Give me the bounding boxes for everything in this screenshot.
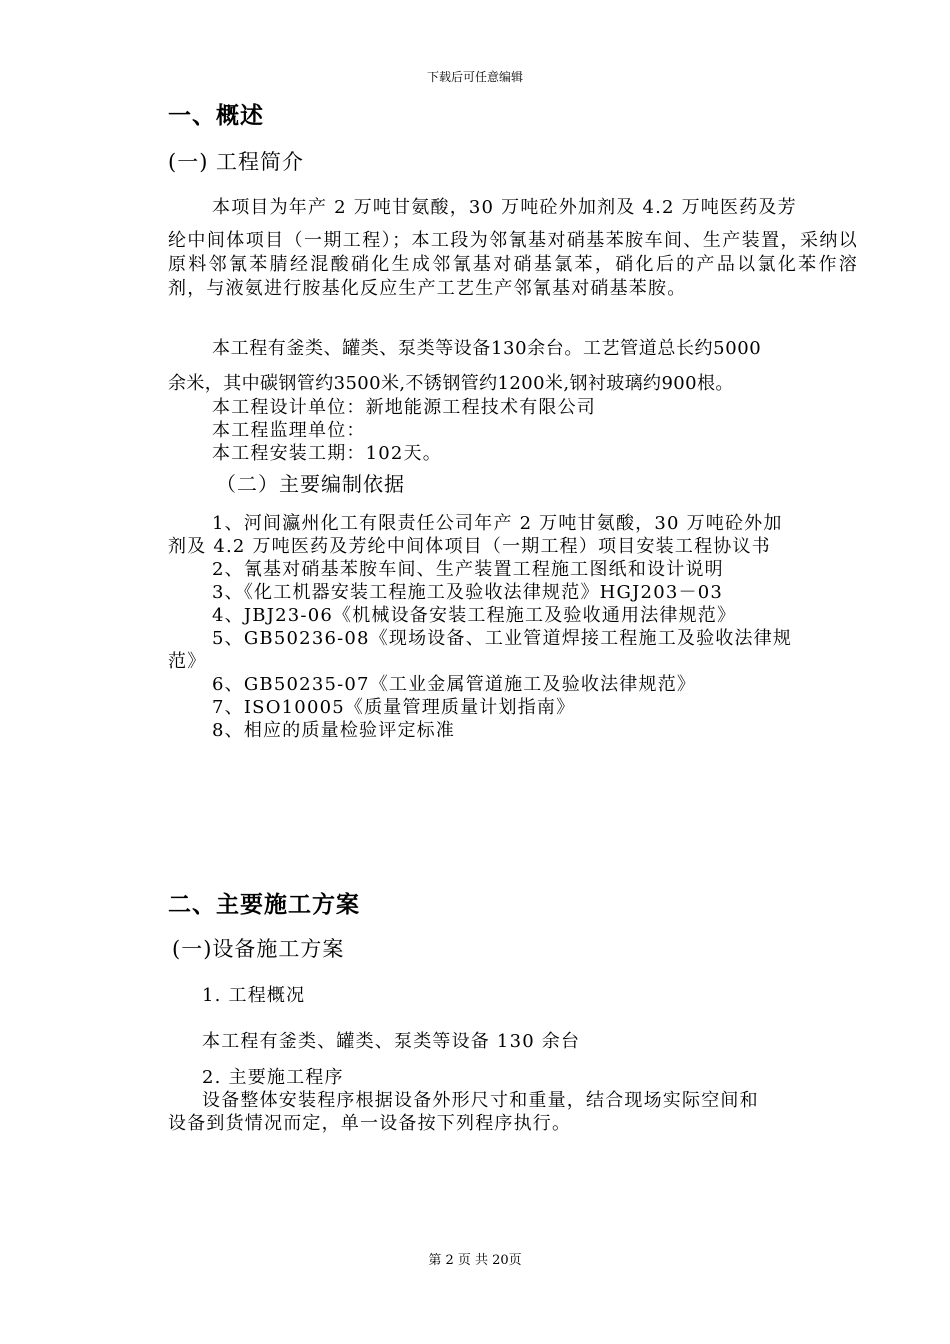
- basis-item-5-line-2: 范》: [168, 651, 207, 672]
- section-1-title: 一、概述: [168, 103, 264, 129]
- item-project-overview-text: 本工程有釜类、罐类、泵类等设备 130 余台: [202, 1031, 581, 1052]
- basis-item-1-line-1: 1、河间瀛州化工有限责任公司年产 2 万吨甘氨酸，30 万吨砼外加: [212, 513, 783, 534]
- subsection-project-intro: (一) 工程简介: [168, 150, 305, 174]
- intro-paragraph-first-line: 本项目为年产 2 万吨甘氨酸，30 万吨砼外加剂及 4.2 万吨医药及芳: [212, 197, 797, 218]
- basis-item-5-line-1: 5、GB50236-08《现场设备、工业管道焊接工程施工及验收法律规: [212, 628, 793, 649]
- procedure-text-line-2: 设备到货情况而定，单一设备按下列程序执行。: [168, 1113, 572, 1134]
- equipment-paragraph-first-line: 本工程有釜类、罐类、泵类等设备130余台。工艺管道总长约5000: [212, 338, 762, 359]
- page-header: 下载后可任意编辑: [426, 70, 523, 84]
- procedure-text-line-1: 设备整体安装程序根据设备外形尺寸和重量，结合现场实际空间和: [202, 1090, 759, 1111]
- subsection-equipment-plan: (一)设备施工方案: [172, 937, 345, 961]
- basis-item-7: 7、ISO10005《质量管理质量计划指南》: [212, 697, 576, 718]
- basis-item-4: 4、JBJ23-06《机械设备安装工程施工及验收通用法律规范》: [212, 605, 737, 626]
- item-project-overview: 1. 工程概况: [202, 985, 306, 1006]
- basis-item-8: 8、相应的质量检验评定标准: [212, 720, 456, 741]
- construction-period-line: 本工程安装工期：102天。: [212, 443, 442, 464]
- basis-item-3: 3、《化工机器安装工程施工及验收法律规范》HGJ203－03: [212, 582, 724, 603]
- equipment-paragraph-second-line: 余米，其中碳钢管约3500米,不锈钢管约1200米,钢衬玻璃约900根。: [168, 373, 734, 394]
- basis-item-1-line-2: 剂及 4.2 万吨医药及芳纶中间体项目（一期工程）项目安装工程协议书: [168, 536, 771, 557]
- page-footer: 第 2 页 共 20页: [428, 1253, 522, 1268]
- supervision-unit-line: 本工程监理单位：: [212, 420, 366, 441]
- basis-item-6: 6、GB50235-07《工业金属管道施工及验收法律规范》: [212, 674, 697, 695]
- subsection-compilation-basis: （二）主要编制依据: [216, 472, 405, 496]
- intro-paragraph-rest: 纶中间体项目（一期工程）；本工段为邻氰基对硝基苯胺车间、生产装置，采纳以原料邻氰苯腈经混酸硝化生成邻氰基对硝基氯苯，硝化后的产品以氯化苯作溶剂，与液氨进行胺基化反应生产工艺生产邻氰基对硝基苯胺。: [168, 230, 858, 299]
- design-unit-line: 本工程设计单位：新地能源工程技术有限公司: [212, 397, 596, 418]
- basis-item-2: 2、氰基对硝基苯胺车间、生产装置工程施工图纸和设计说明: [212, 559, 724, 580]
- section-2-title: 二、主要施工方案: [168, 892, 360, 918]
- item-main-procedure: 2. 主要施工程序: [202, 1067, 344, 1088]
